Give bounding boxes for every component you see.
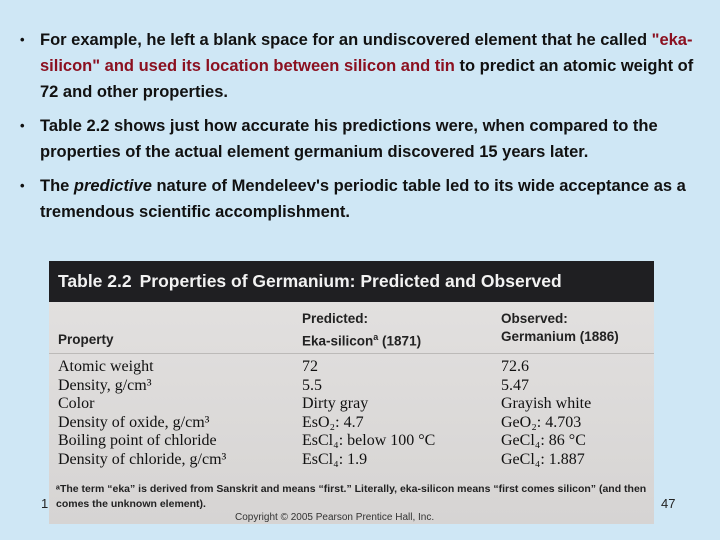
bullet-text: The bbox=[40, 177, 74, 195]
table-number: Table 2.2 bbox=[58, 271, 132, 291]
predicted-cell: EsO₂: 4.7 bbox=[302, 413, 364, 431]
property-cell: Boiling point of chloride bbox=[58, 432, 217, 449]
bullet-marker: • bbox=[20, 32, 25, 47]
property-cell: Density of oxide, g/cm³ bbox=[58, 413, 210, 431]
table-row bbox=[49, 377, 654, 396]
column-header-observed bbox=[501, 310, 619, 346]
table-row bbox=[49, 451, 654, 470]
table-row bbox=[49, 414, 654, 433]
observed-cell: 72.6 bbox=[501, 358, 529, 375]
predicted-cell: 72 bbox=[302, 358, 318, 375]
predicted-cell: 5.5 bbox=[302, 376, 322, 394]
bullet-marker: • bbox=[20, 178, 25, 193]
bullet-marker: • bbox=[20, 118, 25, 133]
table-title-bar bbox=[49, 261, 654, 302]
bullet-text: Table 2.2 shows just how accurate his predictions were, when compared to the properties of the actual element germanium discovered 15 years later. bbox=[40, 117, 658, 161]
table-body bbox=[49, 358, 654, 469]
italic-text: predictive bbox=[73, 177, 152, 195]
page-number: 47 bbox=[661, 496, 676, 511]
property-cell: Atomic weight bbox=[58, 358, 154, 375]
predicted-cell: EsCl₄: below 100 °C bbox=[302, 432, 436, 449]
bullet-text: For example, he left a blank space for an undiscovered element that he called bbox=[40, 31, 652, 49]
table-title: Properties of Germanium: Predicted and Observed bbox=[139, 271, 562, 291]
observed-cell: Grayish white bbox=[501, 395, 592, 412]
header-divider bbox=[49, 353, 654, 354]
bullet-item bbox=[20, 113, 700, 165]
observed-cell: 5.47 bbox=[501, 376, 529, 394]
observed-cell: GeO₂: 4.703 bbox=[501, 413, 582, 431]
predicted-year: (1871) bbox=[378, 333, 422, 349]
property-cell: Density, g/cm³ bbox=[58, 376, 152, 394]
observed-cell: GeCl₄: 1.887 bbox=[501, 450, 585, 468]
bullet-list bbox=[20, 27, 700, 233]
bullet-item bbox=[20, 173, 700, 225]
property-cell: Color bbox=[58, 395, 95, 412]
predicted-label: Predicted: bbox=[302, 311, 369, 326]
bullet-text: to predict an atomic weight of 72 and other properties. bbox=[40, 57, 694, 101]
property-cell: Density of chloride, g/cm³ bbox=[58, 450, 227, 468]
table-row bbox=[49, 358, 654, 377]
predicted-cell: Dirty gray bbox=[302, 395, 369, 412]
highlighted-text: "eka-silicon" and used its location between silicon and tin bbox=[40, 31, 693, 75]
predicted-name-text: Eka-silicon bbox=[302, 333, 374, 349]
page-number-left: 1 bbox=[41, 496, 49, 511]
observed-cell: GeCl₄: 86 °C bbox=[501, 432, 586, 449]
predicted-name bbox=[302, 328, 421, 351]
observed-label: Observed: bbox=[501, 311, 568, 326]
bullet-text: nature of Mendeleev's periodic table led to its wide acceptance as a tremendous scientific accomplishment. bbox=[40, 177, 686, 221]
table-row bbox=[49, 432, 654, 451]
predicted-cell: EsCl₄: 1.9 bbox=[302, 450, 368, 468]
germanium-properties-table bbox=[49, 261, 654, 524]
column-header-property: Property bbox=[58, 332, 114, 347]
footnote-marker: a bbox=[373, 332, 379, 342]
copyright-notice: Copyright © 2005 Pearson Prentice Hall, Inc. bbox=[235, 512, 435, 523]
table-row bbox=[49, 395, 654, 414]
bullet-item bbox=[20, 27, 700, 105]
column-header-predicted bbox=[302, 310, 421, 351]
table-footnote: ᵃThe term “eka” is derived from Sanskrit and means “first.” Literally, eka-silicon means “first comes silicon” (and then comes the unknown element). bbox=[56, 483, 647, 510]
observed-name: Germanium (1886) bbox=[501, 329, 619, 344]
